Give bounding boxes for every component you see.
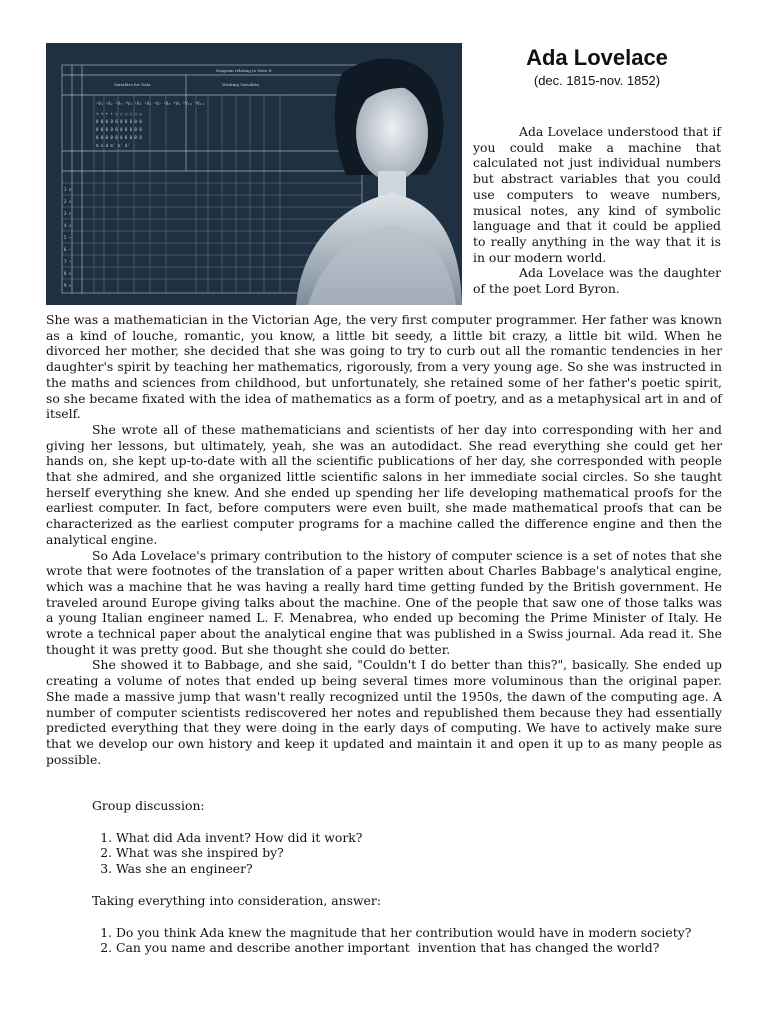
svg-text:0 0 0 0 0 0: 0 0 0 0 0 0 0 0 0 0 <box>96 127 142 132</box>
svg-text:3 ×: 3 × <box>64 211 72 216</box>
svg-text:1 ×: 1 × <box>64 187 72 192</box>
portrait-figure <box>46 43 462 305</box>
list-item: 1. What did Ada invent? How did it work? <box>116 830 722 846</box>
paragraph-notes: She showed it to Babbage, and she said, "Couldn't I do better than this?", basically. She ended up creating a volume of notes that ended up being several times more voluminous than the original paper. She made a massive jump that wasn't really recognized until the 1950s, the dawn of the computing age. A number of computer scientists rediscovered her notes and republished them because they had essentially predicted everything that they were doing in the early days of computing. We have to actively make sure that we develop our own history and keep it updated and maintain it and open it up to as many people as possible. <box>46 657 722 767</box>
diagram-caption: Diagram relating to Note D <box>216 68 272 73</box>
diagram-header-variables: Variables for Data <box>114 82 151 87</box>
svg-text:4 ×: 4 × <box>64 223 72 228</box>
list-item: 2. Can you name and describe another important invention that has changed the world? <box>116 940 722 956</box>
paragraph-contribution: So Ada Lovelace's primary contribution to the history of computer science is a set of notes that she wrote that were footnotes of the translation of a paper written about Charles Babbage's analytical engine, which was a machine that he was having a really hard time getting funded by the British government. He traveled around Europe giving talks about the machine. One of the people that saw one of those talks was a young Italian engineer named L. F. Menabrea, who ended up becoming the Prime Minister of Italy. He wrote a technical paper about the analytical engine that was published in a Swiss journal. Ada read it. She thought it was pretty good. But she thought she could do better. <box>46 547 722 657</box>
svg-text:6 −: 6 − <box>64 247 72 252</box>
consideration-heading: Taking everything into consideration, answer: <box>92 892 381 908</box>
list-item: 3. Was she an engineer? <box>116 861 722 877</box>
svg-text:0 0 0 0 0 0: 0 0 0 0 0 0 0 0 0 0 <box>96 119 142 124</box>
paragraph-intro: Ada Lovelace understood that if you could make a machine that calculated not just individual numbers but abstract variables that you could use computers to weave numbers, musical notes, any kind of symbolic language and that it could be applied to really anything in the way that it is in our modern world. <box>473 124 721 265</box>
svg-text:¹V₁ ¹V₂ ¹V₃ ¹V₄ ¹V₅ ¹V₆: ¹V₁ ¹V₂ ¹V₃ ¹V₄ ¹V₅ ¹V₆ ⁰V₇ ⁰V₈ ⁰V₉ ⁰V₁₀ ⁰V₁₁ <box>96 101 205 106</box>
svg-text:0 0 0 0 0 0: 0 0 0 0 0 0 0 0 0 0 <box>96 135 142 140</box>
page-subtitle: (dec. 1815-nov. 1852) <box>533 73 661 88</box>
paragraph-autodidact: She wrote all of these mathematicians and scientists of her day into corresponding with her and giving her lessons, but ultimately, yeah, she was an autodidact. She read everything she could get her hands on, she kept up-to-date with all the scientific publications of her day, she corresponded with people that she admired, and she organized little scientific salons in her immediate social circles. So she taught herself everything she knew. And she ended up spending her life developing mathematical proofs for the earliest computer. In fact, before computers were even built, she made mathematical proofs that can be characterized as the earliest computer programs for a machine called the difference engine and then the analytical engine. <box>46 421 722 547</box>
side-column-text <box>473 124 721 297</box>
discussion-section <box>92 798 722 956</box>
page-title: Ada Lovelace <box>526 45 668 70</box>
paragraph-daughter-continued: She was a mathematician in the Victorian Age, the very first computer programmer. Her father was known as a kind of louche, romantic, you know, a little bit seedy, a little bit crazy, a little bit wild. When he divorced her mother, she decided that she was going to try to curb out all the romantic tendencies in her daughter's spirit by teaching her mathematics, rigorously, from a very young age. So she was instructed in the maths and sciences from childhood, but unfortunately, she retained some of her father's poetic spirit, so she became fixated with the idea of mathematics as a form of poetry, and as a metaphysical art in and of itself. <box>46 312 722 422</box>
svg-text:7 −: 7 − <box>64 259 72 264</box>
main-column-text <box>46 312 722 767</box>
group-discussion-heading: Group discussion: <box>92 798 205 813</box>
group-discussion-list <box>92 830 722 877</box>
svg-text:8 ×: 8 × <box>64 271 72 276</box>
paragraph-daughter-start: Ada Lovelace was the daughter of the poet Lord Byron. <box>473 265 721 297</box>
svg-text:+ + + + ○ ○: + + + + ○ ○ ○ ○ ○ ○ <box>96 111 142 116</box>
svg-text:m n d m' n' d': m n d m' n' d' <box>96 143 130 148</box>
ada-portrait-and-diagram-image <box>46 43 462 305</box>
consideration-list <box>92 925 722 956</box>
diagram-header-working: Working Variables <box>222 82 260 87</box>
svg-text:2 ×: 2 × <box>64 199 72 204</box>
list-item: 2. What was she inspired by? <box>116 845 722 861</box>
svg-text:5 −: 5 − <box>64 235 72 240</box>
list-item: 1. Do you think Ada knew the magnitude that her contribution would have in modern society? <box>116 925 722 941</box>
svg-text:9 ×: 9 × <box>64 283 72 288</box>
